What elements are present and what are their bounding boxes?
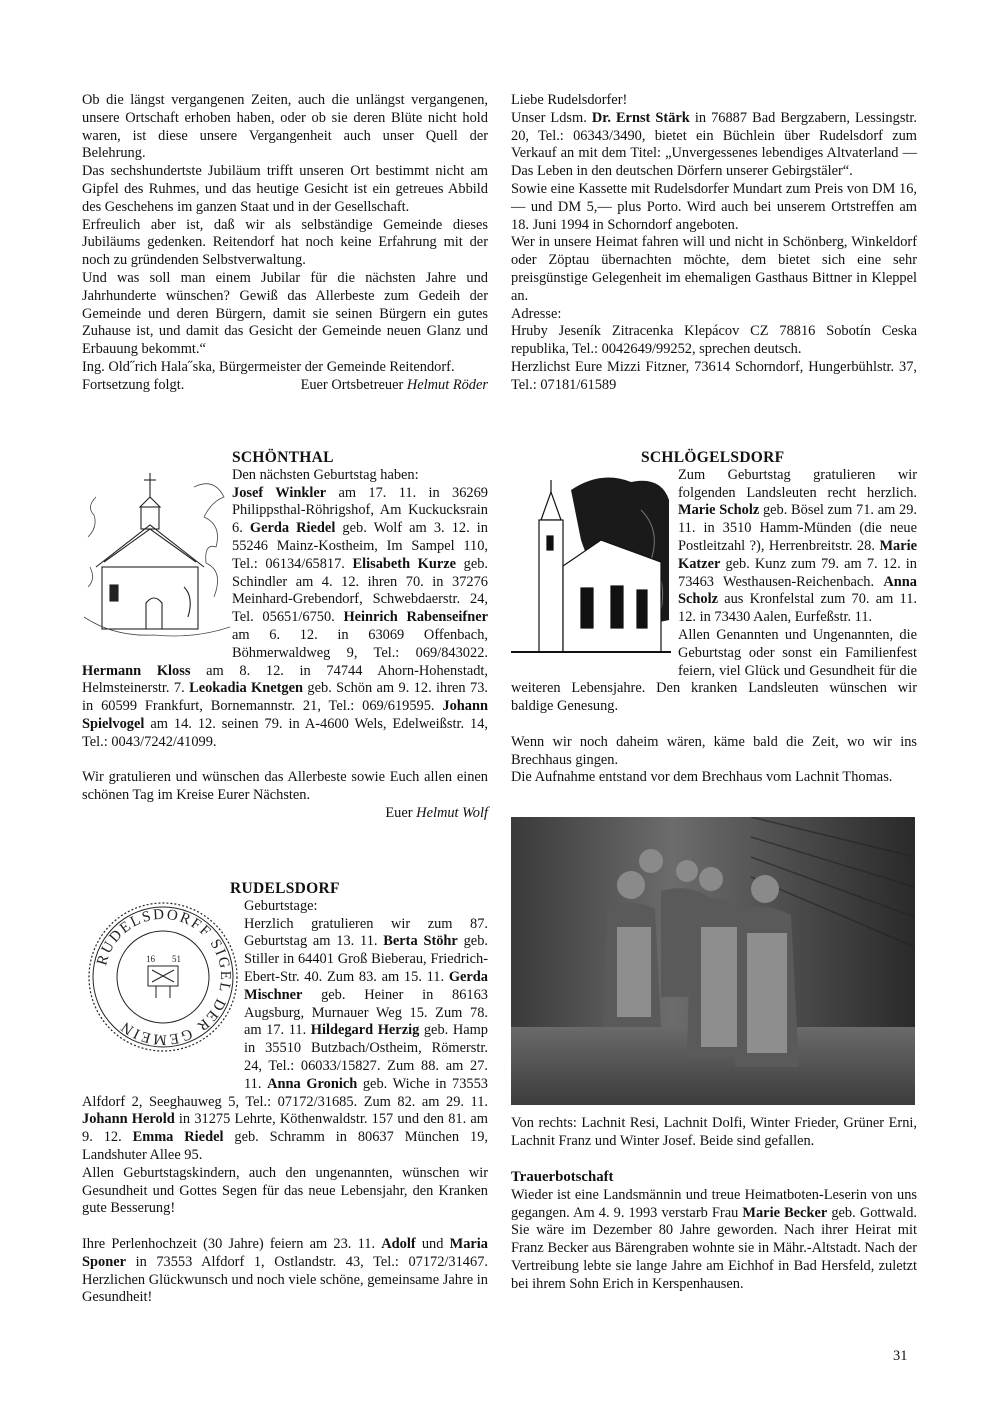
text: geb. Wolf am 3. 12. in 55246 Mainz-Kostheim, Im Sampel 110, Tel.: 06134/65817. — [232, 520, 488, 572]
signature-prefix: Euer Ortsbetreuer — [300, 376, 404, 393]
text: Unser Ldsm. — [511, 109, 587, 126]
person-name: Adolf — [381, 1235, 416, 1252]
section-heading: Trauerbotschaft — [511, 1169, 614, 1185]
person-name: Emma Riedel — [132, 1129, 224, 1146]
text: am 14. 12. seinen 79. in A-4600 Wels, Edelweißstr. 14, Tel.: 0043/7242/41099. — [82, 715, 488, 750]
person-name: Johann Spielvogel — [82, 698, 488, 732]
text: geb. Bösel zum 71. am 29. 11. in 3510 Hamm-Münden (die neue Postleitzahl ?), Herrenbreitstr. 28. — [678, 502, 918, 554]
person-name: Gerda Mischner — [244, 968, 488, 1003]
wish: Wir gratulieren und wünschen das Allerbeste sowie Euch allen einen schönen Tag im Kreise Eurer Nächsten. — [82, 769, 488, 804]
paragraph: Das sechshundertste Jubiläum trifft unseren Ort bestimmt nicht am Gipfel des Ruhmes, und das heutige Gesicht ist ein getreues Abbild des Geschehens im ganzen Staat und in der Gesellschaft. — [82, 163, 488, 215]
continuation-note: Fortsetzung folgt. — [82, 376, 185, 393]
person-name: Marie Becker — [742, 1204, 828, 1221]
person-name: Maria Sponer — [82, 1235, 488, 1270]
rudelsdorf-section — [82, 880, 488, 1307]
group-photo — [511, 817, 915, 1105]
pearl-wedding — [82, 1236, 488, 1307]
text: Ihre Perlenhochzeit (30 Jahre) feiern am 23. 11. — [82, 1235, 382, 1252]
person-name: Hermann Kloss — [82, 662, 191, 679]
signature-name: Helmut Röder — [406, 376, 488, 393]
text: Herzlich gratulieren wir zum 87. Geburtstag am 13. 11. — [244, 915, 488, 950]
address: Hruby Jeseník Zitracenka Klepácov CZ 78816 Sobotín Ceska republika, Tel.: 0042649/99252, sprechen deutsch. — [511, 323, 917, 358]
image-float — [511, 467, 678, 663]
seal-year-left: 16 — [146, 954, 155, 964]
person-name: Dr. Ernst Stärk — [591, 109, 690, 126]
paragraph: Und was soll man einem Jubilar für die nächsten Jahre und Jahrhunderte wünschen? Gewiß das Allerbeste zum Gedeih der Gemeinde und deren Bürgern, damit sie seinen Bürgern ein gutes Zuhause ist, und damit das Gesicht der Gemeinde neuen Glanz und Erbauung bekommt.“ — [82, 269, 488, 358]
text: aus Kronfelstal zum 70. am 11. 12. in 73430 Aalen, Eurfeßstr. 11. — [678, 591, 917, 626]
closing: Herzlichst Eure Mizzi Fitzner, 73614 Schorndorf, Hungerbühlstr. 37, Tel.: 07181/61589 — [511, 358, 917, 393]
text: geb. Heiner in 86163 Augsburg, Murnauer Weg 15. Zum 78. am 17. 11. — [244, 986, 488, 1039]
text: geb. Schindler am 4. 12. ihren 70. in 37276 Meinhard-Grebendorf, Schwebdaerstr. 24, Tel. 05651/6750. — [232, 555, 488, 626]
photo-caption-block — [511, 1115, 917, 1151]
text: am 17. 11. in 36269 Philippsthal-Röhrigshof, Am Kuckucksrain 6. — [232, 484, 488, 537]
signature — [82, 805, 488, 823]
person-name: Anna Gronich — [267, 1075, 358, 1092]
text: und — [415, 1235, 450, 1252]
person-name: Johann Herold — [82, 1111, 175, 1128]
section-heading: SCHLÖGELSDORF — [641, 449, 785, 466]
person-name: Heinrich Rabenseifner — [343, 609, 488, 626]
signature — [301, 377, 488, 395]
text: am 6. 12. in 63069 Offenbach, Böhmerwaldweg 9, Tel.: 069/843022. — [232, 626, 488, 661]
text: Zum Geburtstag gratulieren wir folgenden Landsleuten recht herzlich. — [678, 466, 917, 501]
greeting: Liebe Rudelsdorfer! — [511, 92, 628, 108]
text: geb. Wiche in 73553 Alfdorf 2, Seeghauweg 5, Tel.: 07172/31685. Zum 82. am 29. 11. — [82, 1075, 488, 1110]
person-name: Hildegard Herzig — [310, 1022, 420, 1039]
image-float — [82, 898, 244, 1076]
text: geb. Gottwald. Sie wäre im Dezember 80 Jahre geworden. Nach ihrer Heirat mit Franz Becker aus Bärengraben wohnte sie in Mähr.-Altstadt. Nach der Vertreibung lebte sie lange Jahre am Eichhof in Bad Hersfeld, zuletzt bei ihrem Sohn Erich in Kerspenhausen. — [511, 1204, 917, 1292]
text: in 73553 Alfdorf 1, Ostlandstr. 43, Tel.: 07172/31467. Herzlichen Glückwunsch und noch viele schöne, gemeinsame Jahre in Gesundheit! — [82, 1253, 488, 1306]
top-right-article — [511, 92, 917, 395]
text: in 31275 Lehrte, Köthenwaldstr. 157 und den 81. am 9. 12. — [82, 1111, 488, 1146]
schoenthal-section — [82, 449, 488, 823]
intro: Den nächsten Geburtstag haben: — [232, 466, 419, 483]
section-heading: SCHÖNTHAL — [232, 449, 334, 466]
paragraph: Erfreulich aber ist, daß wir als selbständige Gemeinde dieses Jubiläums gedenken. Reitendorf hat noch keine Erfahrung mit der noch zu gründenden Selbstverwaltung. — [82, 216, 488, 269]
signature-name: Helmut Wolf — [416, 804, 488, 821]
person-name: Marie Scholz — [678, 502, 760, 519]
subheading: Geburtstage: — [244, 897, 318, 914]
text: am 8. 12. in 74744 Ahorn-Hohenstadt, Helmsteinerstr. 7. — [82, 662, 489, 697]
signature-prefix: Euer — [385, 804, 413, 821]
address-label: Adresse: — [511, 305, 562, 322]
obituary-section — [511, 1169, 917, 1294]
text: in 76887 Bad Bergzabern, Lessingstr. 20, Tel.: 06343/3490, bietet ein Büchlein über Rudelsdorf zum Verkauf an mit dem Titel: „Unvergessenes lebendiges Altvaterland — Das Leben in den deutschen Dörfern unserer Gebirgstäler“. — [511, 109, 918, 180]
page-number: 31 — [893, 1348, 908, 1364]
person-name: Elisabeth Kurze — [352, 555, 457, 572]
memory-text: Wenn wir noch daheim wären, käme bald die Zeit, wo wir ins Brechhaus gingen. — [511, 733, 917, 768]
paragraph: Ob die längst vergangenen Zeiten, auch die unlängst vergangenen, unsere Ortschaft erhoben haben, oder ob sie deren Blüte nicht hold waren, ist diese unsere Vergangenheit auch unser Quell der Belehrung. — [82, 92, 488, 162]
seal-ring-text: RUDELSDORFF SIGEL DER GEMEIN — [94, 906, 234, 1048]
wish: Allen Geburtstagskindern, auch den ungenannten, wünschen wir Gesundheit und Gottes Segen für das neue Lebensjahr, den Kranken gute Besserung! — [82, 1164, 488, 1217]
text: geb. Hamp in 35510 Butzbach/Ostheim, Römerstr. 24, Tel.: 06033/15827. Zum 88. am 27. 11. — [244, 1022, 488, 1092]
photo-note: Die Aufnahme entstand vor dem Brechhaus vom Lachnit Thomas. — [511, 769, 893, 786]
person-name: Berta Stöhr — [383, 933, 458, 950]
schloegelsdorf-section — [511, 449, 917, 787]
seal-year-right: 51 — [172, 954, 181, 964]
person-name: Leokadia Knetgen — [189, 680, 304, 697]
paragraph: Ing. Old˝rich Hala˝ska, Bürgermeister der Gemeinde Reitendorf. — [82, 358, 455, 375]
paragraph — [511, 110, 917, 181]
text: geb. Schön am 9. 12. ihren 73. in 60599 Frankfurt, Bornemannstr. 21, Tel.: 069/619595. — [82, 680, 488, 715]
text: Wieder ist eine Landsmännin und treue Heimatboten-Leserin von uns gegangen. Am 4. 9. 1993 verstarb Frau — [511, 1186, 917, 1221]
image-float — [82, 467, 232, 659]
person-name: Josef Winkler — [232, 484, 327, 501]
photo-caption: Von rechts: Lachnit Resi, Lachnit Dolfi, Winter Frieder, Grüner Erni, Lachnit Franz und Winter Josef. Beide sind gefallen. — [511, 1115, 917, 1149]
wish: Allen Genannten und Ungenannten, die Geburtstag oder sonst ein Familienfest feiern, viel Glück und Gesundheit für die weiteren Lebensjahre. Den kranken Landsleuten wünschen wir baldige Genesung. — [511, 626, 917, 715]
signature-row — [82, 377, 488, 395]
paragraph: Sowie eine Kassette mit Rudelsdorfer Mundart zum Preis von DM 16,— und DM 5,— plus Porto. Wird auch bei unserem Ortstreffen am 18. Juni 1994 in Schorndorf angeboten. — [511, 180, 917, 233]
text: geb. Kunz zum 79. am 7. 12. in 73463 Westhausen-Reichenbach. — [678, 555, 917, 590]
section-heading: RUDELSDORF — [230, 880, 340, 897]
top-left-article — [82, 92, 488, 395]
paragraph: Wer in unsere Heimat fahren will und nicht in Schönberg, Winkeldorf oder Zöptau übernachten möchte, dem bietet sich eine sehr preisgünstige Gelegenheit im ehemaligen Gasthaus Bittner in Kleppel an. — [511, 234, 917, 304]
obituary-text — [511, 1187, 917, 1294]
text: geb. Stiller in 64401 Groß Bieberau, Friedrich-Ebert-Str. 40. Zum 83. am 15. 11. — [244, 933, 488, 985]
person-name: Gerda Riedel — [249, 520, 336, 537]
person-name: Anna Scholz — [678, 573, 917, 608]
text: geb. Schramm in 80637 München 19, Landshuter Allee 95. — [82, 1129, 488, 1163]
person-name: Marie Katzer — [678, 537, 917, 572]
